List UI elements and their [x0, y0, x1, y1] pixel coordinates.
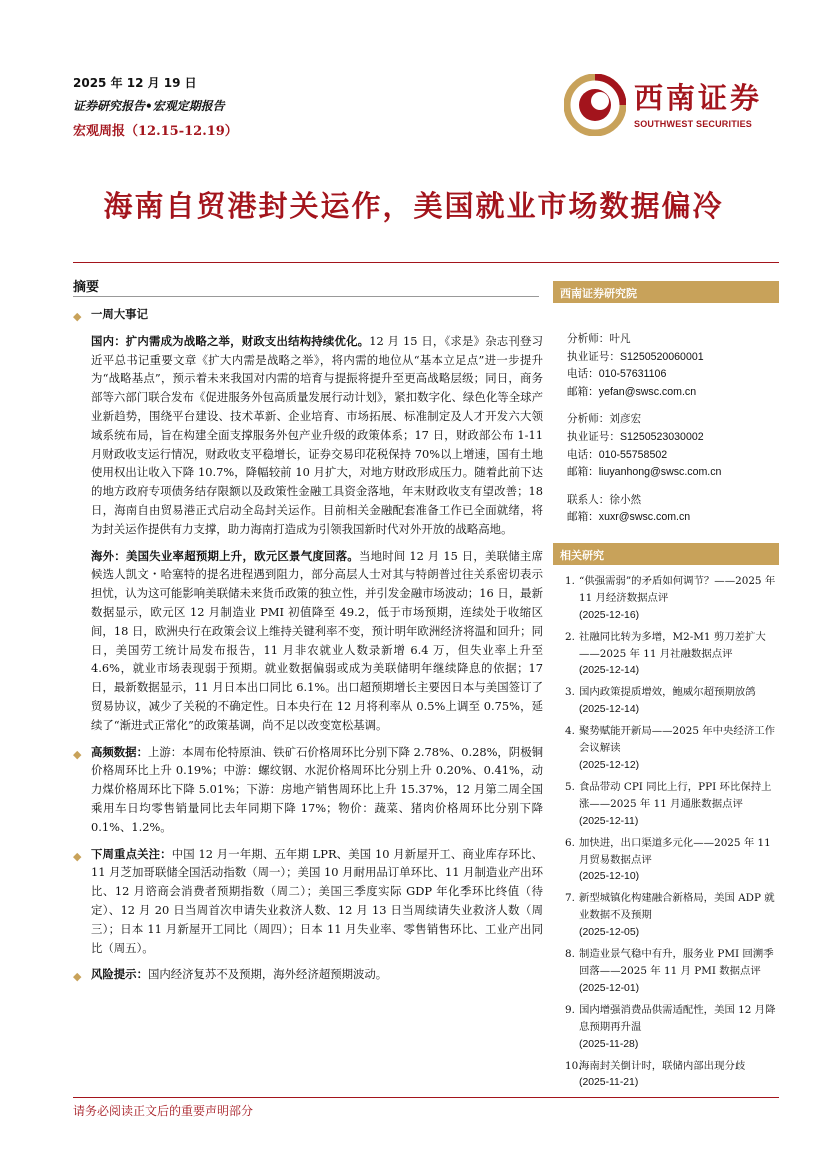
logo-emblem-icon	[564, 74, 626, 136]
week-events-heading: 一周大事记	[91, 307, 148, 321]
contact-label: 联系人：	[567, 493, 610, 506]
related-item-number: 6.	[565, 836, 575, 849]
risk-lead: 风险提示：	[91, 967, 148, 982]
footer-disclaimer: 请务必阅读正文后的重要声明部分	[73, 1104, 254, 1118]
diamond-bullet-icon: ◆	[73, 849, 82, 863]
abstract-body	[73, 305, 543, 992]
related-item-date: (2025-12-16)	[579, 609, 640, 621]
analyst-2	[553, 411, 779, 481]
hf-lead: 高频数据：	[91, 744, 148, 759]
next-lead: 下周重点关注：	[91, 846, 172, 861]
related-item[interactable]	[565, 835, 779, 887]
report-title: 海南自贸港封关运作，美国就业市场数据偏冷	[103, 189, 724, 223]
cert-label: 执业证号：	[567, 350, 620, 363]
title-divider	[73, 262, 779, 263]
related-item-title: 制造业景气稳中有升，服务业 PMI 回溯季回落——2025 年 11 月 PMI 数据点评	[579, 948, 774, 977]
footer-divider	[73, 1097, 779, 1098]
institute-heading: 西南证券研究院	[553, 281, 779, 303]
related-item-title: 社融同比转为多增，M2-M1 剪刀差扩大——2025 年 11 月社融数据点评	[579, 630, 766, 660]
related-item-number: 9.	[565, 1003, 575, 1016]
related-item-title: “供强需弱”的矛盾如何调节？——2025 年 11 月经济数据点评	[579, 574, 776, 604]
related-item-number: 10.	[565, 1059, 582, 1072]
related-item[interactable]	[565, 723, 779, 775]
related-item-title: 食品带动 CPI 同比上行，PPI 环比保持上涨——2025 年 11 月通胀数据点评	[579, 780, 772, 810]
overseas-lead: 海外：美国失业率超预期上升，欧元区景气度回落。	[91, 548, 359, 563]
related-item-number: 1.	[565, 574, 575, 587]
diamond-bullet-icon: ◆	[73, 970, 82, 984]
risk-section	[73, 965, 543, 984]
related-item-date: (2025-11-28)	[579, 1038, 639, 1050]
related-item-number: 8.	[565, 948, 575, 961]
tel-label: 电话：	[567, 448, 599, 461]
related-list	[553, 565, 779, 1092]
cert-number: S1250523030002	[619, 430, 704, 443]
diamond-bullet-icon: ◆	[73, 747, 82, 761]
analyst-name: 刘彦宏	[609, 413, 642, 426]
contact	[553, 492, 779, 527]
related-item-date: (2025-12-14)	[579, 665, 640, 677]
related-item-date: (2025-12-11)	[579, 815, 639, 827]
analyst-label: 分析师：	[567, 333, 610, 345]
logo-cn: 西南证券	[634, 81, 763, 115]
high-frequency-section	[73, 743, 543, 837]
overseas-paragraph	[73, 547, 543, 735]
analyst-1	[553, 303, 779, 401]
report-type: 证券研究报告•宏观定期报告	[73, 99, 225, 113]
related-item-date: (2025-12-14)	[579, 704, 640, 716]
related-item-title: 国内政策提质增效，鲍威尔超预期放鸽	[579, 686, 756, 699]
related-item[interactable]	[565, 779, 779, 831]
mail-link[interactable]: xuxr@swsc.com.cn	[598, 511, 691, 524]
related-item-number: 4.	[565, 725, 575, 738]
risk-body: 国内经济复苏不及预期，海外经济超预期波动。	[147, 967, 388, 982]
next-week-section	[73, 845, 543, 958]
company-logo	[564, 72, 774, 142]
related-item[interactable]	[565, 573, 779, 625]
date-line: 2025 年 12 月 19 日	[73, 76, 197, 90]
tel-number: 010-55758502	[598, 448, 668, 461]
mail-link[interactable]: yefan@swsc.com.cn	[598, 385, 697, 398]
related-item-date: (2025-12-12)	[579, 760, 640, 771]
cert-label: 执业证号：	[567, 430, 620, 443]
analyst-label: 分析师：	[567, 413, 610, 426]
abstract-divider	[73, 296, 539, 297]
domestic-body: 12 月 15 日，《求是》杂志刊登习近平总书记重要文章《扩大内需是战略之举》，将内需的地位从“基本立足点”进一步提升为“战略基点”，预示着未来我国对内需的培育与提振将提升至更高战略层级；同日，商务部等六部门联合发布《促进服务外包高质量发展行动计划》，紧扣数字化、绿色化等全球产业新趋势，围绕平台建设、技术革新、企业培育、市场拓展、标准制定及人才开发六大领域系统布局，旨在构建全面支撑服务外包产业升级的政策体系；17 日，财政部公布 1-11 月财政收支运行情况，财政收支平稳增长，证券交易印花税保持 70%以上增速，国有土地使用权出让收入下降 10.7%，降幅较前 10 月扩大，对地方财政形成压力。随着此前下达的地方政府专项债务结存限额以及政策性金融工具资金落地，年末财政收支有望改善；18 日，海南自由贸易港正式启动全岛封关运作。目前相关金融配套准备工作已全面就绪，将为封关运作提供有力支撑，助力海南打造成为引领我国新时代对外开放的战略高地。	[91, 333, 543, 536]
week-events-section	[73, 305, 543, 324]
related-item[interactable]	[565, 1002, 779, 1054]
tel-label: 电话：	[567, 368, 599, 381]
related-item[interactable]	[565, 629, 779, 681]
related-item-title: 海南封关倒计时，联储内部出现分歧	[579, 1059, 746, 1072]
related-item-title: 加快进，出口渠道多元化——2025 年 11 月贸易数据点评	[579, 836, 771, 866]
cert-number: S1250520060001	[619, 350, 704, 363]
analyst-name: 叶凡	[609, 333, 631, 345]
related-item-title: 新型城镇化构建融合新格局，美国 ADP 就业数据不及预期	[579, 892, 775, 922]
report-weekly: 宏观周报（12.15-12.19）	[73, 124, 238, 139]
mail-label: 邮箱：	[567, 511, 599, 524]
domestic-paragraph	[73, 332, 543, 539]
next-body: 中国 12 月一年期、五年期 LPR、美国 10 月新屋开工、商业库存环比、11 月芝加哥联储全国活动指数（周一）；美国 10 月耐用品订单环比、11 月制造业产出环比、12 月谘商会消费者预期指数（周二）；美国三季度实际 GDP 年化季环比终值（待定）、12 月 20 日当周首次申请失业救济人数、12 月 13 日当周续请失业救济人数（周三）；日本 11 月新屋开工同比（周四）；日本 11 月失业率、零售销售环比、工业产出同比（周五）。	[91, 846, 543, 955]
mail-label: 邮箱：	[567, 385, 599, 398]
related-item-title: 国内增强消费品供需适配性，美国 12 月降息预期再升温	[579, 1003, 776, 1033]
abstract-heading: 摘要	[73, 280, 100, 295]
related-item-date: (2025-12-10)	[579, 871, 640, 883]
sidebar	[553, 281, 779, 1096]
mail-label: 邮箱：	[567, 466, 599, 479]
related-item-number: 3.	[565, 686, 575, 699]
related-item-number: 7.	[565, 892, 575, 905]
related-item-date: (2025-11-21)	[579, 1077, 639, 1089]
related-item-date: (2025-12-01)	[579, 982, 640, 994]
related-item-date: (2025-12-05)	[579, 927, 640, 939]
contact-name: 徐小然	[609, 493, 642, 506]
domestic-lead: 国内：扩内需成为战略之举，财政支出结构持续优化。	[91, 333, 370, 348]
related-item-number: 5.	[565, 780, 575, 793]
overseas-body: 当地时间 12 月 15 日，美联储主席候选人凯文・哈塞特的提名进程遇到阻力，部分高层人士对其与特朗普过往关系密切表示担忧，认为这可能影响美联储未来货币政策的独立性，并引发金融市场波动；16 日，最新数据显示，欧元区 12 月制造业 PMI 初值降至 49.2，低于市场预期，连续处于收缩区间，18 日，欧洲央行在政策会议上维持关键利率不变，预计明年欧洲经济将温和回升；同日，美国劳工统计局发布报告，11 月非农就业人数录新增 6.4 万，但失业率上升至 4.6%，就业市场表现弱于预期。就业数据偏弱或成为美联储明年继续降息的依据；17 日，最新数据显示，11 月日本出口同比 6.1%。出口超预期增长主要因日本与美国签订了贸易协议，减少了关税的不确定性。日本央行在 12 月将利率从 0.5%上调至 0.75%，延续了“渐进式正常化”的政策基调，尚不足以改变宽松基调。	[91, 548, 543, 732]
related-item[interactable]	[565, 1058, 779, 1093]
related-item-title: 聚势赋能开新局——2025 年中央经济工作会议解读	[579, 725, 775, 755]
mail-link[interactable]: liuyanhong@swsc.com.cn	[598, 466, 722, 479]
related-item[interactable]	[565, 946, 779, 998]
related-heading: 相关研究	[553, 543, 779, 565]
diamond-bullet-icon: ◆	[73, 310, 82, 323]
related-item-number: 2.	[565, 630, 575, 643]
tel-number: 010-57631106	[598, 368, 667, 381]
related-item[interactable]	[565, 684, 779, 719]
related-item[interactable]	[565, 890, 779, 942]
logo-en: SOUTHWEST SECURITIES	[634, 119, 753, 129]
hf-body: 上游：本周布伦特原油、铁矿石价格周环比分别下降 2.78%、0.28%，阴极铜价格周环比上升 0.19%；中游：螺纹钢、水泥价格周环比分别上升 0.20%、0.41%，动力煤价格周环比下降 5.01%；下游：房地产销售周环比上升 15.37%，12 月第二周全国乘用车日均零售销量同比去年同期下降 17%；物价：蔬菜、猪肉价格周环比分别下降 0.1%、1.2%。	[91, 744, 543, 834]
